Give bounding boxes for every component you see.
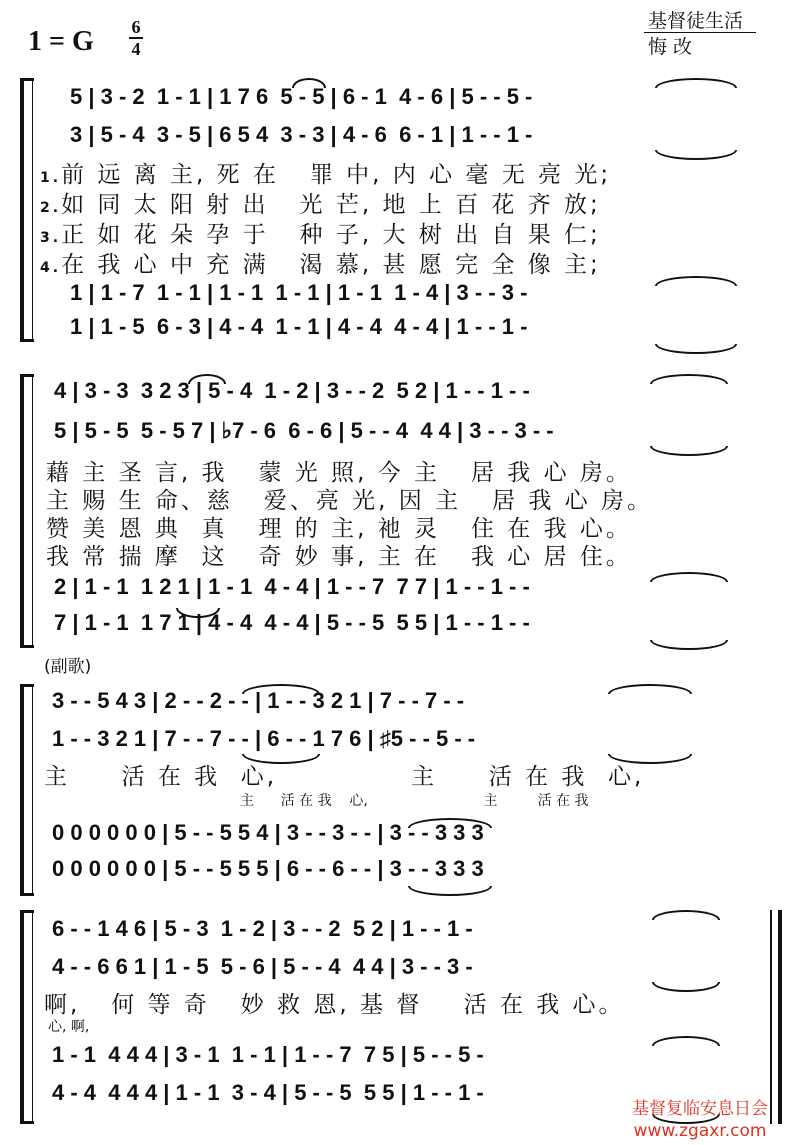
alto-line: 1 - - 3 2 1 | 7 - - 7 - - | 6 - - 1 7 6 | ♯5 - - 5 - - [52, 726, 476, 751]
chorus-label: (副歌) [44, 657, 92, 677]
watermark-url: www.zgaxr.com [633, 1121, 767, 1141]
time-signature [128, 18, 144, 58]
verse-2-line-2: 主 赐 生 命、慈 爱、亮 光, 因 主 居 我 心 房。 [46, 488, 653, 514]
soprano-line: 3 - - 5 4 3 | 2 - - 2 - - | 1 - - 3 2 1 | 7 - - 7 - - [52, 688, 465, 713]
tenor-line: 1 | 1 - 7 1 - 1 | 1 - 1 1 - 1 | 1 - 1 1 - 4 | 3 - - 3 - [70, 280, 528, 305]
verse-3-line-2: 赞 美 恩 典 真 理 的 主, 祂 灵 住 在 我 心。 [46, 516, 632, 542]
alto-line: 5 | 5 - 5 5 - 5 7 | ♭7 - 6 6 - 6 | 5 - - 4 4 4 | 3 - - 3 - - [54, 418, 554, 443]
key-signature: 1 = G [28, 26, 94, 57]
bass-line: 1 | 1 - 5 6 - 3 | 4 - 4 1 - 1 | 4 - 4 4 - 4 | 1 - - 1 - [70, 314, 528, 339]
chorus-lyric-main: 啊, 何 等 奇 妙 救 恩, 基 督 活 在 我 心。 [44, 992, 625, 1018]
soprano-line: 5 | 3 - 2 1 - 1 | 1 7 6 5 - 5 | 6 - 1 4 - 6 | 5 - - 5 - [70, 84, 533, 109]
verse-4-line-2: 我 常 揣 摩 这 奇 妙 事, 主 在 我 心 居 住。 [46, 544, 632, 570]
time-signature-top: 6 [131, 17, 141, 37]
chorus-lyric-echo: 心, 啊, [48, 1019, 90, 1035]
verse-4-line-1: 在 我 心 中 充 满 渴 慕, 甚 愿 完 全 像 主; [61, 252, 601, 278]
credit-note: 悔 改 [648, 36, 693, 58]
site-watermark [632, 1098, 768, 1142]
alto-line: 4 - - 6 6 1 | 1 - 5 5 - 6 | 5 - - 4 4 4 | 3 - - 3 - [52, 954, 473, 979]
verse-number: 2. [40, 200, 62, 216]
alto-line: 3 | 5 - 4 3 - 5 | 6 5 4 3 - 3 | 4 - 6 6 - 1 | 1 - - 1 - [70, 122, 533, 147]
verse-number: 4. [40, 260, 62, 276]
chorus-lyric-echo: 主 活 在 我 心, 主 活 在 我 [240, 793, 589, 809]
verse-number: 1. [40, 170, 62, 186]
bass-line: 7 | 1 - 1 1 7 1 | 4 - 4 4 - 4 | 5 - - 5 5 5 | 1 - - 1 - - [54, 610, 530, 635]
tenor-line: 2 | 1 - 1 1 2 1 | 1 - 1 4 - 4 | 1 - - 7 7 7 | 1 - - 1 - - [54, 574, 530, 599]
credit-title: 基督徒生活 [648, 10, 744, 32]
verse-1-line-2: 藉 主 圣 言, 我 蒙 光 照, 今 主 居 我 心 房。 [46, 460, 632, 486]
soprano-line: 4 | 3 - 3 3 2 3 | 5 - 4 1 - 2 | 3 - - 2 5 2 | 1 - - 1 - - [54, 378, 530, 403]
bass-line: 0 0 0 0 0 0 | 5 - - 5 5 5 | 6 - - 6 - - | 3 - - 3 3 3 [52, 856, 484, 881]
time-signature-bottom: 4 [131, 39, 141, 59]
tenor-line: 0 0 0 0 0 0 | 5 - - 5 5 4 | 3 - - 3 - - | 3 - - 3 3 3 [52, 820, 484, 845]
verse-3-line-1: 正 如 花 朵 孕 于 种 子, 大 树 出 自 果 仁; [61, 222, 601, 248]
soprano-line: 6 - - 1 4 6 | 5 - 3 1 - 2 | 3 - - 2 5 2 | 1 - - 1 - [52, 916, 473, 941]
verse-2-line-1: 如 同 太 阳 射 出 光 芒, 地 上 百 花 齐 放; [61, 192, 601, 218]
verse-number: 3. [40, 230, 62, 246]
bass-line: 4 - 4 4 4 4 | 1 - 1 3 - 4 | 5 - - 5 5 5 | 1 - - 1 - [52, 1080, 484, 1105]
watermark-title: 基督复临安息日会 [632, 1099, 768, 1119]
tenor-line: 1 - 1 4 4 4 | 3 - 1 1 - 1 | 1 - - 7 7 5 | 5 - - 5 - [52, 1042, 484, 1067]
verse-1-line-1: 前 远 离 主, 死 在 罪 中, 内 心 毫 无 亮 光; [61, 162, 612, 188]
chorus-lyric-main: 主 活 在 我 心, 主 活 在 我 心, [44, 764, 645, 790]
